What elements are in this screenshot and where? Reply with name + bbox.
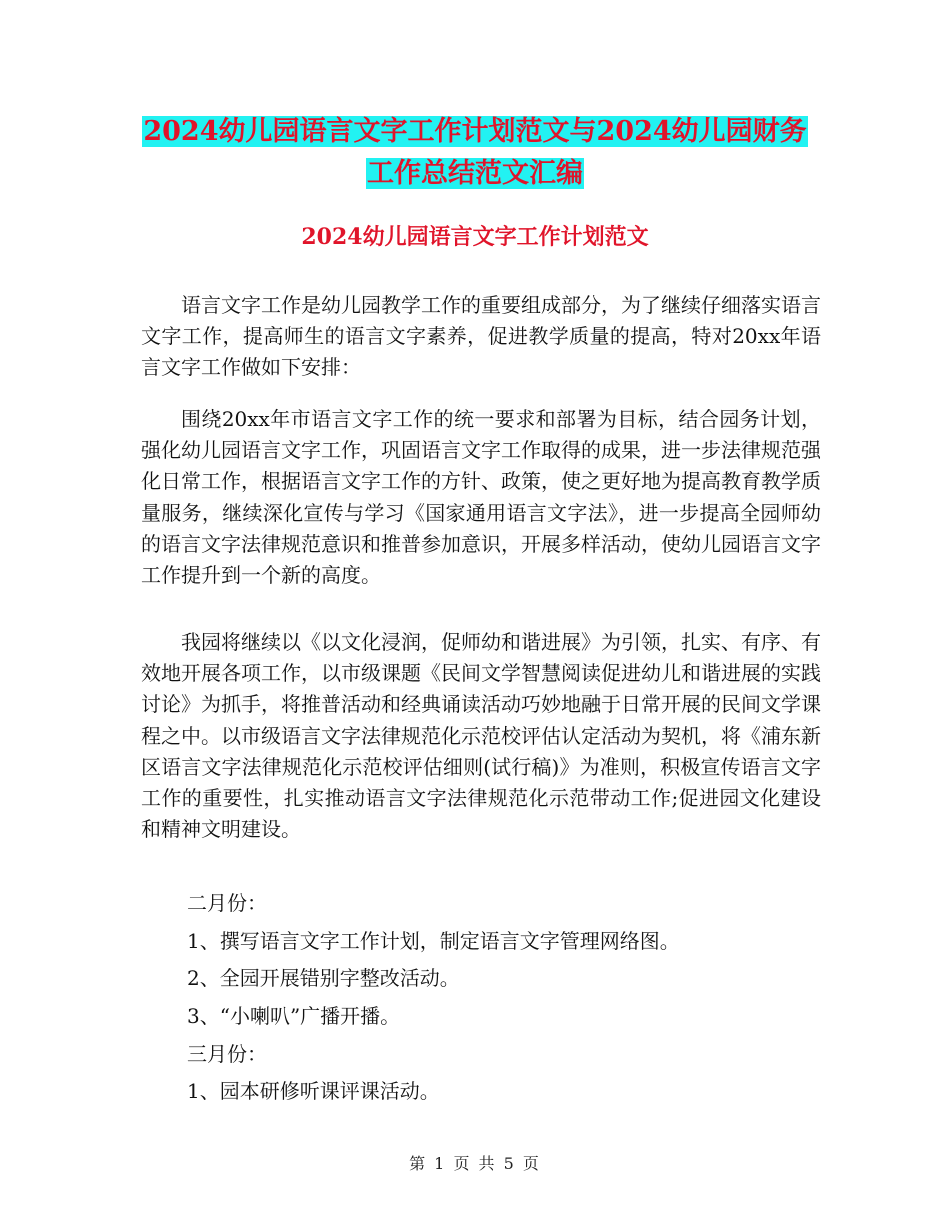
paragraph-goals: 围绕20xx年市语言文字工作的统一要求和部署为目标，结合园务计划，强化幼儿园语言文字工作，巩固语言文字工作取得的成果，进一步法律规范强化日常工作，根据语言文字工作的方针、政策，使之更好地为提高教育教学质量服务，继续深化宣传与学习《国家通用语言文字法》，进一步提高全园师幼的语言文字法律规范意识和推普参加意识，开展多样活动，使幼儿园语言文字工作提升到一个新的高度。 [141,407,821,588]
paragraph-intro: 语言文字工作是幼儿园教学工作的重要组成部分，为了继续仔细落实语言文字工作，提高师生的语言文字素养，促进教学质量的提高，特对20xx年语言文字工作做如下安排： [141,293,821,380]
list-item: 3、“小喇叭”广播开播。 [187,1004,401,1028]
document-title-line-1 [0,110,950,154]
document-title-line-2 [0,152,950,196]
list-item: 1、撰写语言文字工作计划，制定语言文字管理网络图。 [187,929,680,953]
document-title-text-2: 工作总结范文汇编 [367,158,583,189]
section-title: 2024幼儿园语言文字工作计划范文 [301,224,649,250]
month-heading-march: 三月份： [187,1042,267,1066]
list-item: 2、全园开展错别字整改活动。 [187,966,460,990]
month-heading-february: 二月份： [187,891,267,915]
paragraph-plan: 我园将继续以《以文化浸润，促师幼和谐进展》为引领，扎实、有序、有效地开展各项工作，以市级课题《民间文学智慧阅读促进幼儿和谐进展的实践讨论》为抓手，将推普活动和经典诵读活动巧妙地融于日常开展的民间文学课程之中。以市级语言文字法律规范化示范校评估认定活动为契机，将《浦东新区语言文字法律规范化示范校评估细则(试行稿)》为准则，积极宣传语言文字工作的重要性，扎实推动语言文字法律规范化示范带动工作;促进园文化建设和精神文明建设。 [141,630,821,842]
document-title-text-1: 2024幼儿园语言文字工作计划范文与2024幼儿园财务 [143,116,807,147]
page-footer: 第 1 页 共 5 页 [409,1154,541,1173]
list-item: 1、园本研修听课评课活动。 [187,1079,440,1103]
